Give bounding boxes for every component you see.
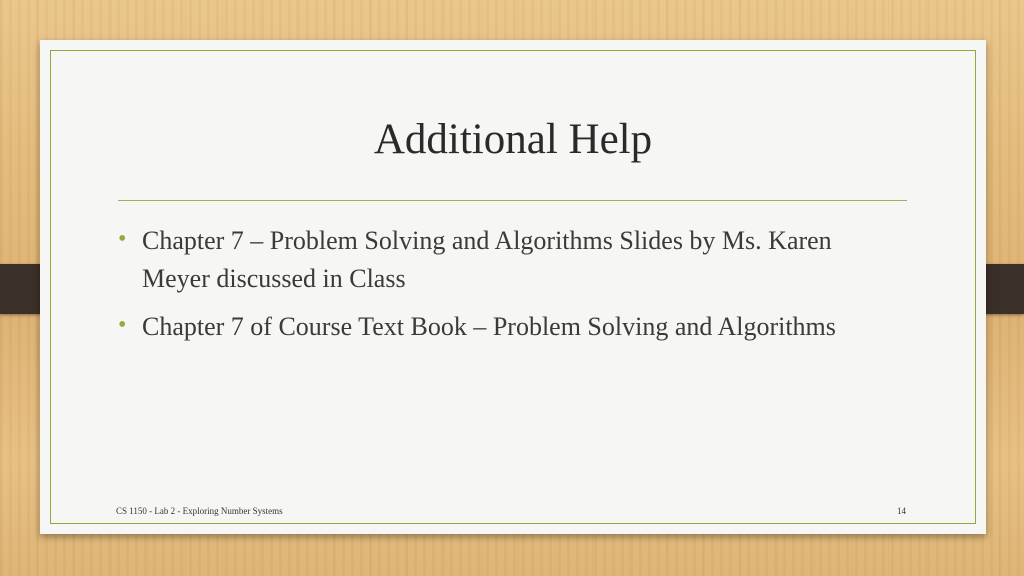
page-number: 14 bbox=[897, 506, 906, 516]
bullet-list bbox=[118, 222, 898, 356]
bullet-dot-icon: • bbox=[118, 312, 127, 338]
bullet-item bbox=[118, 308, 898, 346]
title-divider bbox=[118, 200, 907, 201]
slide-title: Additional Help bbox=[373, 116, 653, 163]
footer-text: CS 1150 - Lab 2 - Exploring Number Systems bbox=[116, 506, 283, 516]
bullet-item bbox=[118, 222, 898, 298]
slide-card bbox=[40, 40, 986, 534]
bullet-text: Chapter 7 – Problem Solving and Algorithms Slides by Ms. Karen Meyer discussed in Class bbox=[142, 226, 832, 293]
bullet-text: Chapter 7 of Course Text Book – Problem Solving and Algorithms bbox=[142, 312, 836, 341]
bullet-dot-icon: • bbox=[118, 226, 127, 252]
